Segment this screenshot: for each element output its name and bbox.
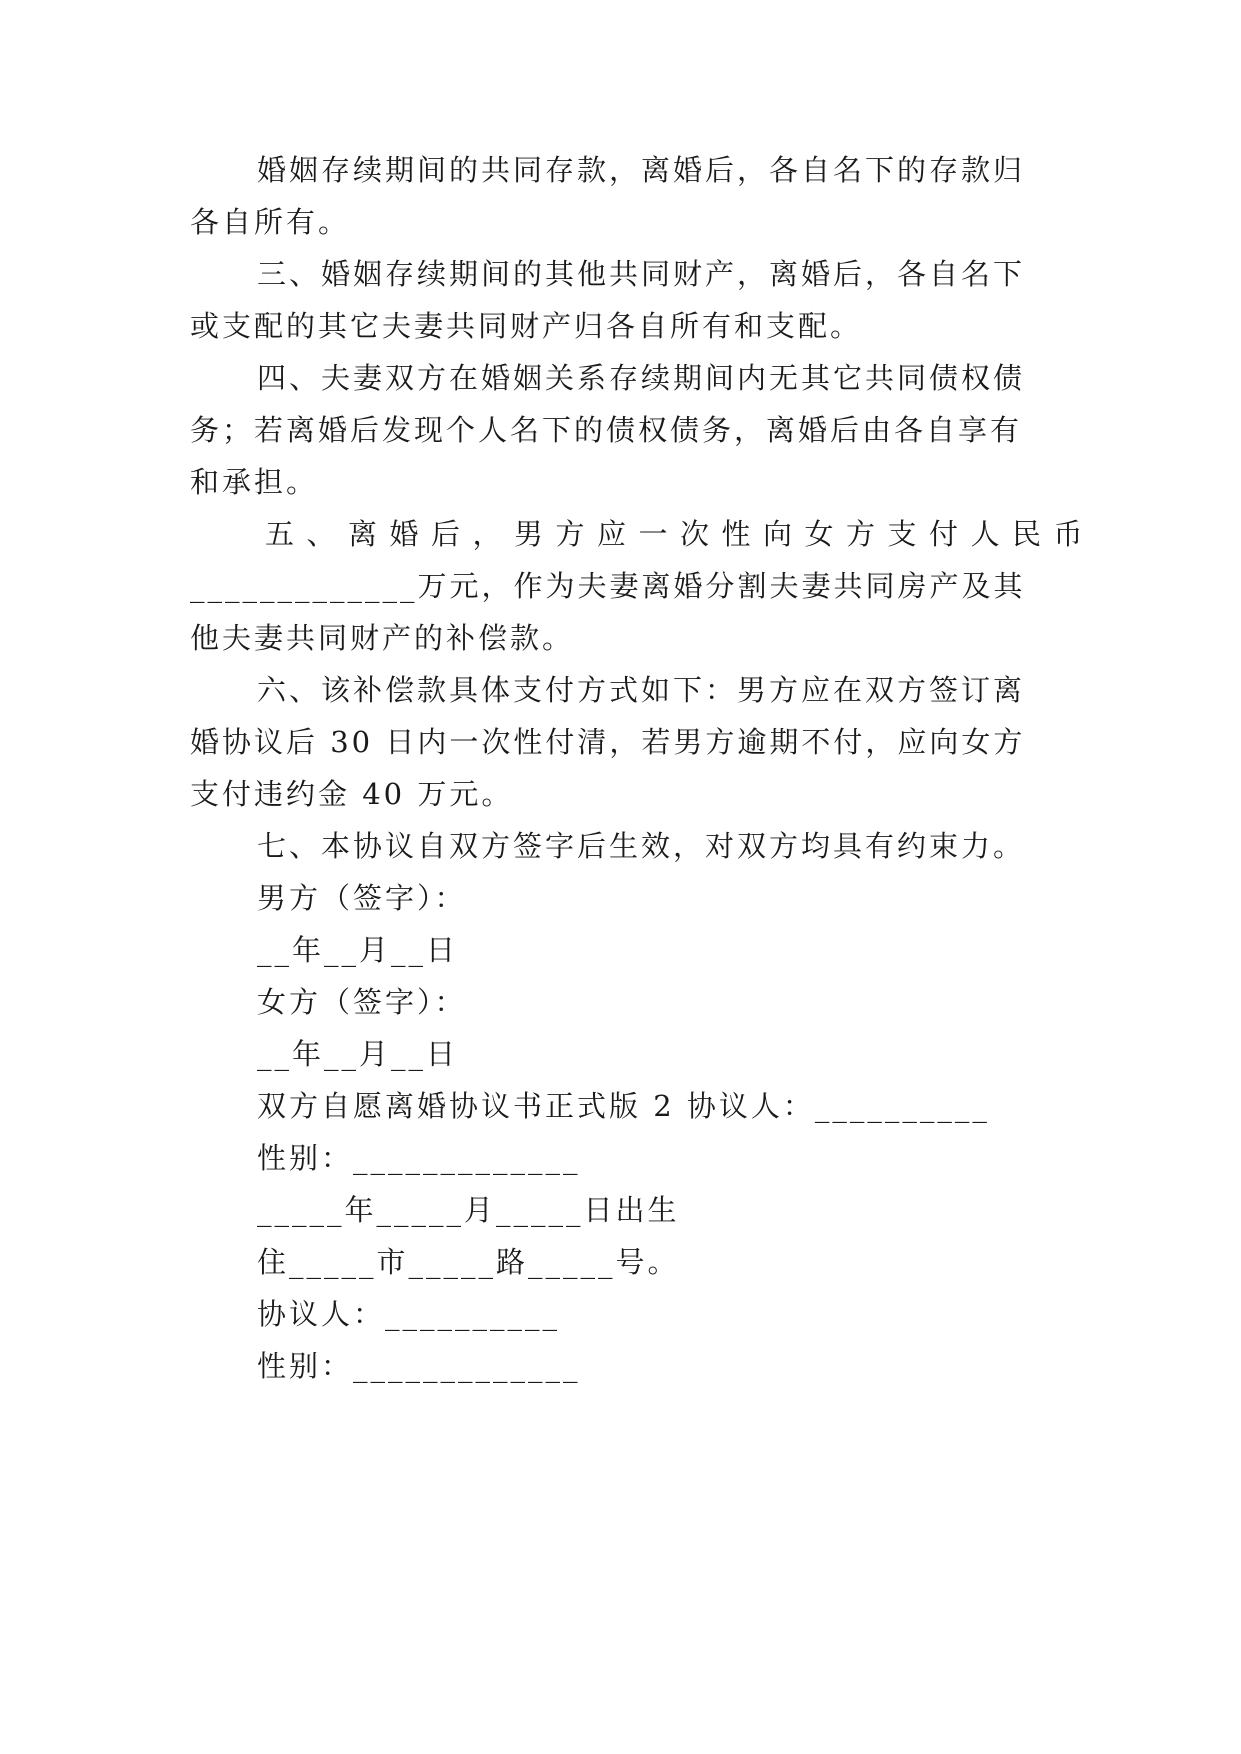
paragraph-line: 五、离婚后，男方应一次性向女方支付人民币	[265, 517, 1096, 551]
paragraph-line: 各自所有。	[190, 205, 351, 239]
paragraph-line: 婚姻存续期间的共同存款，离婚后，各自名下的存款归	[257, 153, 1026, 187]
paragraph-line: _____________万元，作为夫妻离婚分割夫妻共同房产及其	[190, 569, 1026, 603]
form-line: 性别：_____________	[257, 1349, 581, 1383]
paragraph-line: 支付违约金 40 万元。	[190, 777, 514, 811]
paragraph-line: 六、该补偿款具体支付方式如下：男方应在双方签订离	[257, 673, 1026, 707]
heading-line: 双方自愿离婚协议书正式版 2 协议人：__________	[257, 1089, 990, 1123]
date-line: __年__月__日	[257, 1037, 459, 1071]
paragraph-line: 四、夫妻双方在婚姻关系存续期间内无其它共同债权债	[257, 361, 1026, 395]
paragraph-line: 他夫妻共同财产的补偿款。	[190, 621, 575, 655]
form-line: 性别：_____________	[257, 1141, 581, 1175]
form-line: 协议人：__________	[257, 1297, 561, 1331]
signature-label: 男方（签字）：	[257, 881, 467, 915]
form-line: 住_____市_____路_____号。	[257, 1245, 680, 1279]
paragraph-line: 务；若离婚后发现个人名下的债权债务，离婚后由各自享有	[190, 413, 1023, 447]
paragraph-line: 七、本协议自双方签字后生效，对双方均具有约束力。	[257, 829, 1026, 863]
signature-label: 女方（签字）：	[257, 985, 467, 1019]
form-line: _____年_____月_____日出生	[257, 1193, 680, 1227]
paragraph-line: 三、婚姻存续期间的其他共同财产，离婚后，各自名下	[257, 257, 1026, 291]
paragraph-line: 或支配的其它夫妻共同财产归各自所有和支配。	[190, 309, 863, 343]
paragraph-line: 和承担。	[190, 465, 319, 499]
paragraph-line: 婚协议后 30 日内一次性付清，若男方逾期不付，应向女方	[190, 725, 1026, 759]
date-line: __年__月__日	[257, 933, 459, 967]
